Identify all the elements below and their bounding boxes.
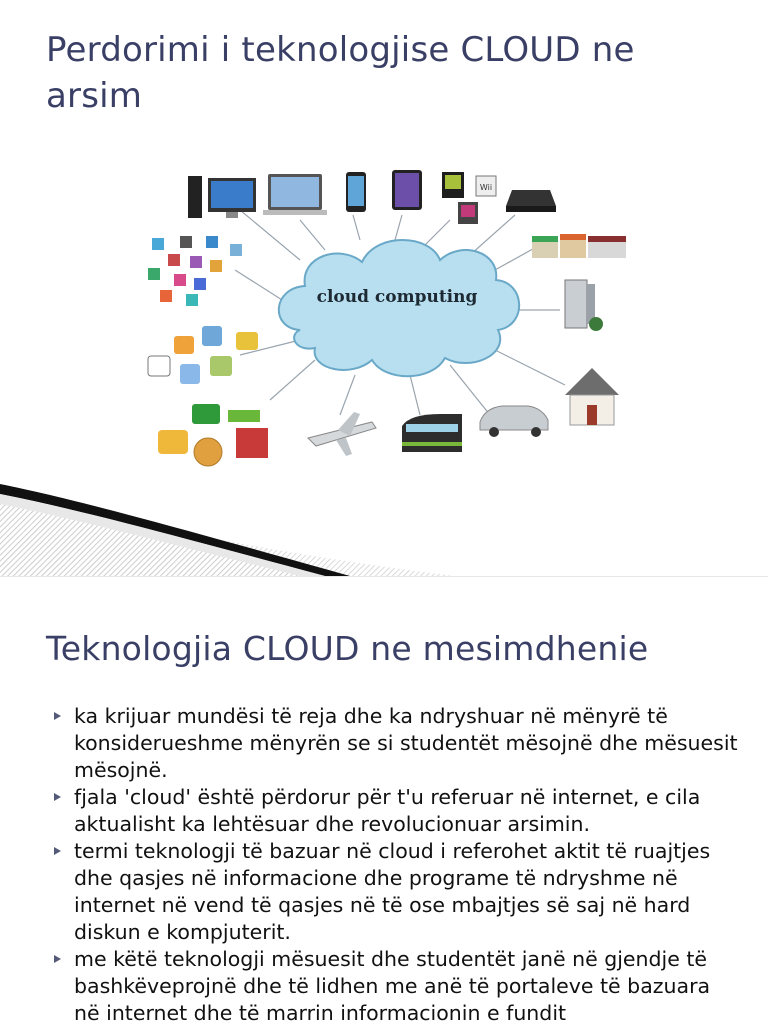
bullet-item (52, 703, 742, 784)
media-icons-cluster (158, 404, 268, 466)
house-icon (565, 368, 619, 425)
smartphone-icon (346, 172, 366, 212)
cloud-shape (279, 240, 519, 376)
car-icon (480, 406, 548, 437)
media-player-icon (442, 172, 478, 224)
bullet-arrow-icon (54, 847, 61, 855)
svg-text:Wii: Wii (479, 183, 493, 192)
bullet-text: termi teknologji të bazuar në cloud i referohet aktit të ruajtjes dhe qasjes në informacione dhe programe të ndryshme në internet në vend të qasjes në të ose mbajtjes së saj në hard diskun e kompjuterit. (74, 839, 711, 944)
train-icon (402, 414, 462, 452)
desktop-computer-icon (188, 176, 256, 218)
bullet-text: ka krijuar mundësi të reja dhe ka ndryshuar në mënyrë të konsiderueshme mënyrën se si studentët mësojnë dhe mësuesit mësojnë. (74, 704, 738, 782)
bullet-item (52, 838, 742, 946)
bullet-arrow-icon (54, 955, 61, 963)
bullet-arrow-icon (54, 793, 61, 801)
slide-2-title: Teknologjia CLOUD ne mesimdhenie (46, 629, 649, 668)
game-console-icon (476, 176, 496, 196)
airplane-icon (308, 412, 376, 456)
bullet-text: me këtë teknologji mësuesit dhe studentët janë në gjendje të bashkëveprojnë dhe të lidhen me anë të portaleve të bazuara në internet dhe të marrin informacionin e fundit (74, 947, 711, 1024)
bullet-item (52, 946, 742, 1024)
server-icon (565, 280, 603, 331)
bullet-item (52, 784, 742, 838)
storage-device-icon (506, 190, 556, 212)
bullet-text: fjala 'cloud' është përdorur për t'u referuar në internet, e cila aktualisht ka lehtësuar dhe revolucionuar arsimin. (74, 785, 701, 836)
decorative-swoosh (0, 470, 768, 576)
cloud-label: cloud computing (316, 287, 478, 307)
bullet-list (52, 703, 742, 1024)
slide-1-title: Perdorimi i teknologjise CLOUD ne arsim (46, 30, 635, 116)
tablet-icon (392, 170, 422, 210)
app-icons-cluster (148, 236, 242, 306)
cloud-computing-diagram (140, 160, 640, 470)
bullet-arrow-icon (54, 712, 61, 720)
store-buildings-icon (532, 234, 626, 258)
laptop-icon (263, 174, 327, 215)
slide-2 (0, 576, 768, 1024)
